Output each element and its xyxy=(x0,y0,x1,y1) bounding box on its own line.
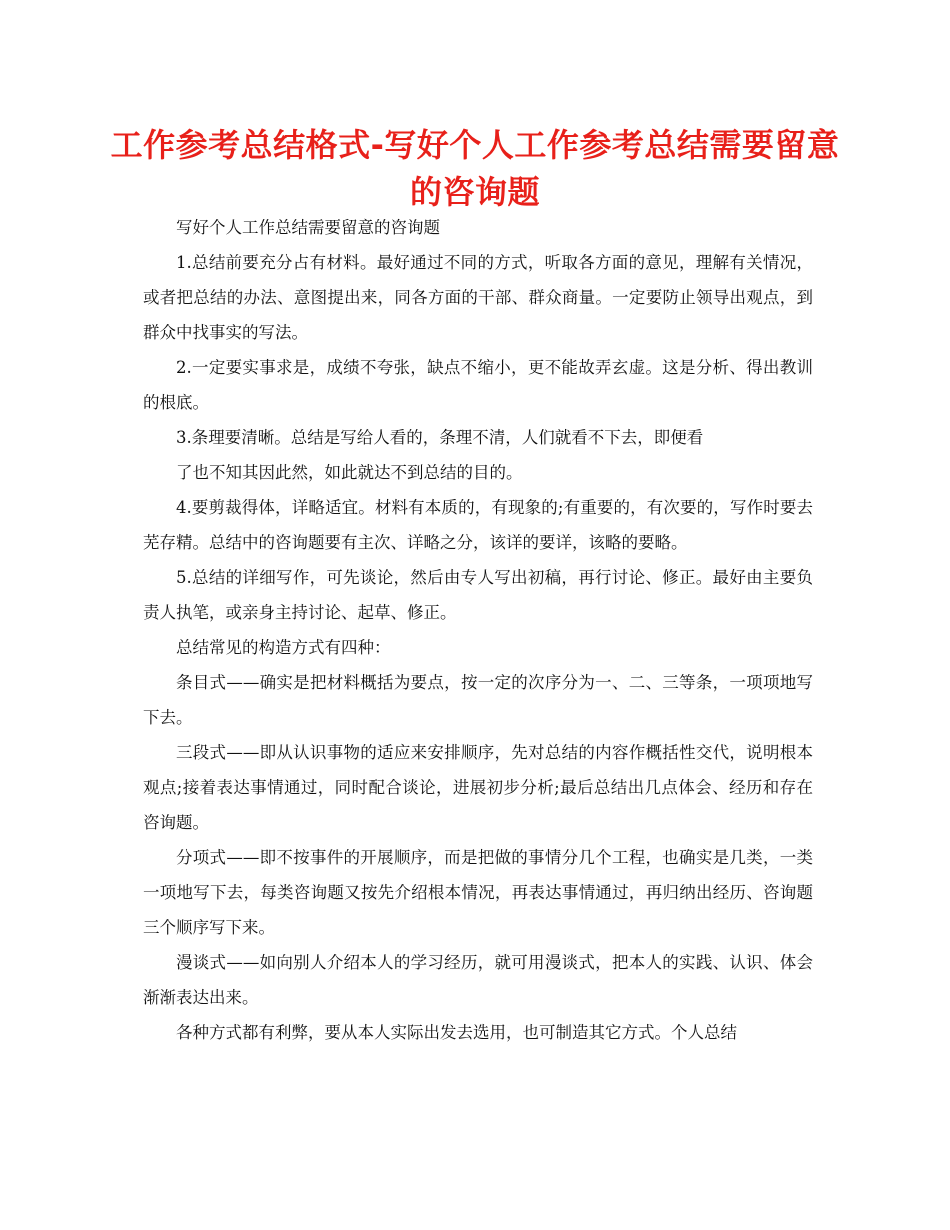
body-paragraph: 4.要剪裁得体，详略适宜。材料有本质的，有现象的;有重要的，有次要的，写作时要去芜存精。总结中的咨询题要有主次、详略之分，该详的要详，该略的要略。 xyxy=(143,498,813,552)
body-paragraph: 2.一定要实事求是，成绩不夸张，缺点不缩小，更不能故弄玄虚。这是分析、得出教训的根底。 xyxy=(143,358,813,412)
body-paragraph: 漫谈式——如向别人介绍本人的学习经历，就可用漫谈式，把本人的实践、认识、体会渐渐表达出来。 xyxy=(143,953,813,1007)
body-paragraph: 三段式——即从认识事物的适应来安排顺序，先对总结的内容作概括性交代，说明根本观点;接着表达事情通过，同时配合谈论，进展初步分析;最后总结出几点体会、经历和存在咨询题。 xyxy=(143,743,813,832)
body-paragraph: 分项式——即不按事件的开展顺序，而是把做的事情分几个工程，也确实是几类，一类一项地写下去，每类咨询题又按先介绍根本情况，再表达事情通过，再归纳出经历、咨询题三个顺序写下来。 xyxy=(143,848,813,937)
document-title: 工作参考总结格式-写好个人工作参考总结需要留意的咨询题 xyxy=(110,126,840,211)
body-paragraph: 3.条理要清晰。总结是写给人看的，条理不清，人们就看不下去，即便看 xyxy=(176,428,704,447)
document-body xyxy=(143,210,813,1050)
body-paragraph: 5.总结的详细写作，可先谈论，然后由专人写出初稿，再行讨论、修正。最好由主要负责人执笔，或亲身主持讨论、起草、修正。 xyxy=(143,568,813,622)
body-paragraph: 了也不知其因此然，如此就达不到总结的目的。 xyxy=(176,463,523,482)
body-paragraph: 条目式——确实是把材料概括为要点，按一定的次序分为一、二、三等条，一项项地写下去。 xyxy=(143,673,813,727)
body-paragraph: 写好个人工作总结需要留意的咨询题 xyxy=(176,218,440,237)
body-paragraph: 各种方式都有利弊，要从本人实际出发去选用，也可制造其它方式。个人总结 xyxy=(176,1023,737,1042)
body-paragraph: 1.总结前要充分占有材料。最好通过不同的方式，听取各方面的意见，理解有关情况，或者把总结的办法、意图提出来，同各方面的干部、群众商量。一定要防止领导出观点，到群众中找事实的写法。 xyxy=(143,253,813,342)
body-paragraph: 总结常见的构造方式有四种： xyxy=(176,638,391,657)
